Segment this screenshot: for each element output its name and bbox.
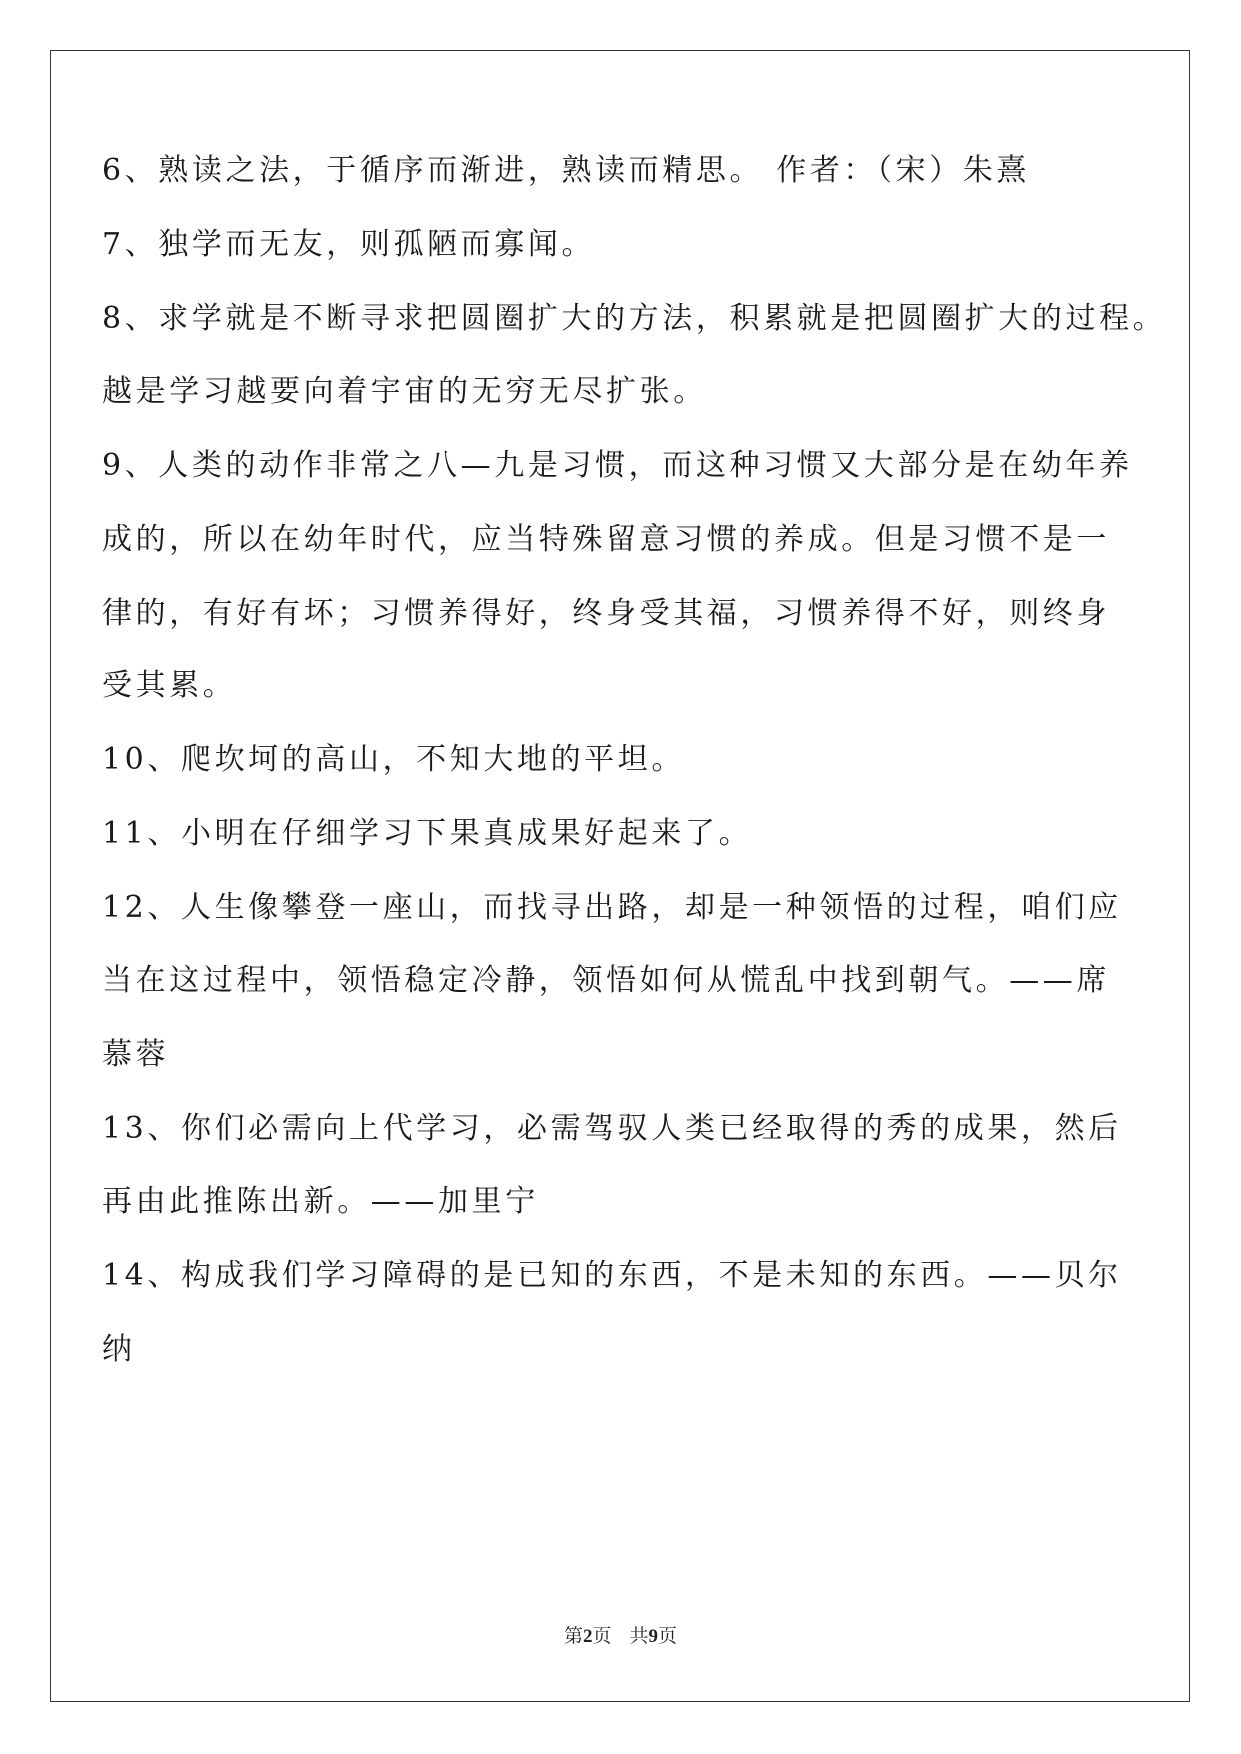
text-line: 9、人类的动作非常之八—九是习惯，而这种习惯又大部分是在幼年养 [102, 448, 1133, 483]
page-prefix: 第 [563, 1625, 583, 1647]
text-line: 6、熟读之法，于循序而渐进，熟读而精思。 作者：（宋）朱熹 [102, 153, 1031, 188]
text-line: 12、人生像攀登一座山，而找寻出路，却是一种领悟的过程，咱们应 [102, 890, 1122, 925]
text-line: 纳 [102, 1332, 136, 1367]
text-line: 13、你们必需向上代学习，必需驾驭人类已经取得的秀的成果，然后 [102, 1111, 1122, 1146]
text-line: 10、爬坎坷的高山，不知大地的平坦。 [102, 742, 685, 777]
page-border [50, 50, 1190, 1702]
text-line: 慕蓉 [102, 1037, 170, 1072]
text-line: 当在这过程中，领悟稳定冷静，领悟如何从慌乱中找到朝气。——席 [102, 963, 1110, 998]
text-line: 受其累。 [102, 668, 237, 703]
text-line: 14、构成我们学习障碍的是已知的东西，不是未知的东西。——贝尔 [102, 1258, 1122, 1293]
total-suffix: 页 [658, 1625, 678, 1647]
text-line: 越是学习越要向着宇宙的无穷无尽扩张。 [102, 374, 707, 409]
page-suffix: 页 [592, 1625, 612, 1647]
total-prefix: 共 [629, 1625, 649, 1647]
text-line: 成的，所以在幼年时代，应当特殊留意习惯的养成。但是习惯不是一 [102, 522, 1110, 557]
total-pages: 9 [648, 1626, 659, 1647]
text-line: 再由此推陈出新。——加里宁 [102, 1184, 539, 1219]
text-line: 11、小明在仔细学习下果真成果好起来了。 [102, 816, 753, 851]
text-line: 律的，有好有坏；习惯养得好，终身受其福，习惯养得不好，则终身 [102, 596, 1110, 631]
text-line: 8、求学就是不断寻求把圆圈扩大的方法，积累就是把圆圈扩大的过程。 [102, 301, 1167, 336]
page-footer [0, 1624, 1241, 1649]
page-number: 2 [582, 1626, 593, 1647]
text-line: 7、独学而无友，则孤陋而寡闻。 [102, 227, 596, 262]
